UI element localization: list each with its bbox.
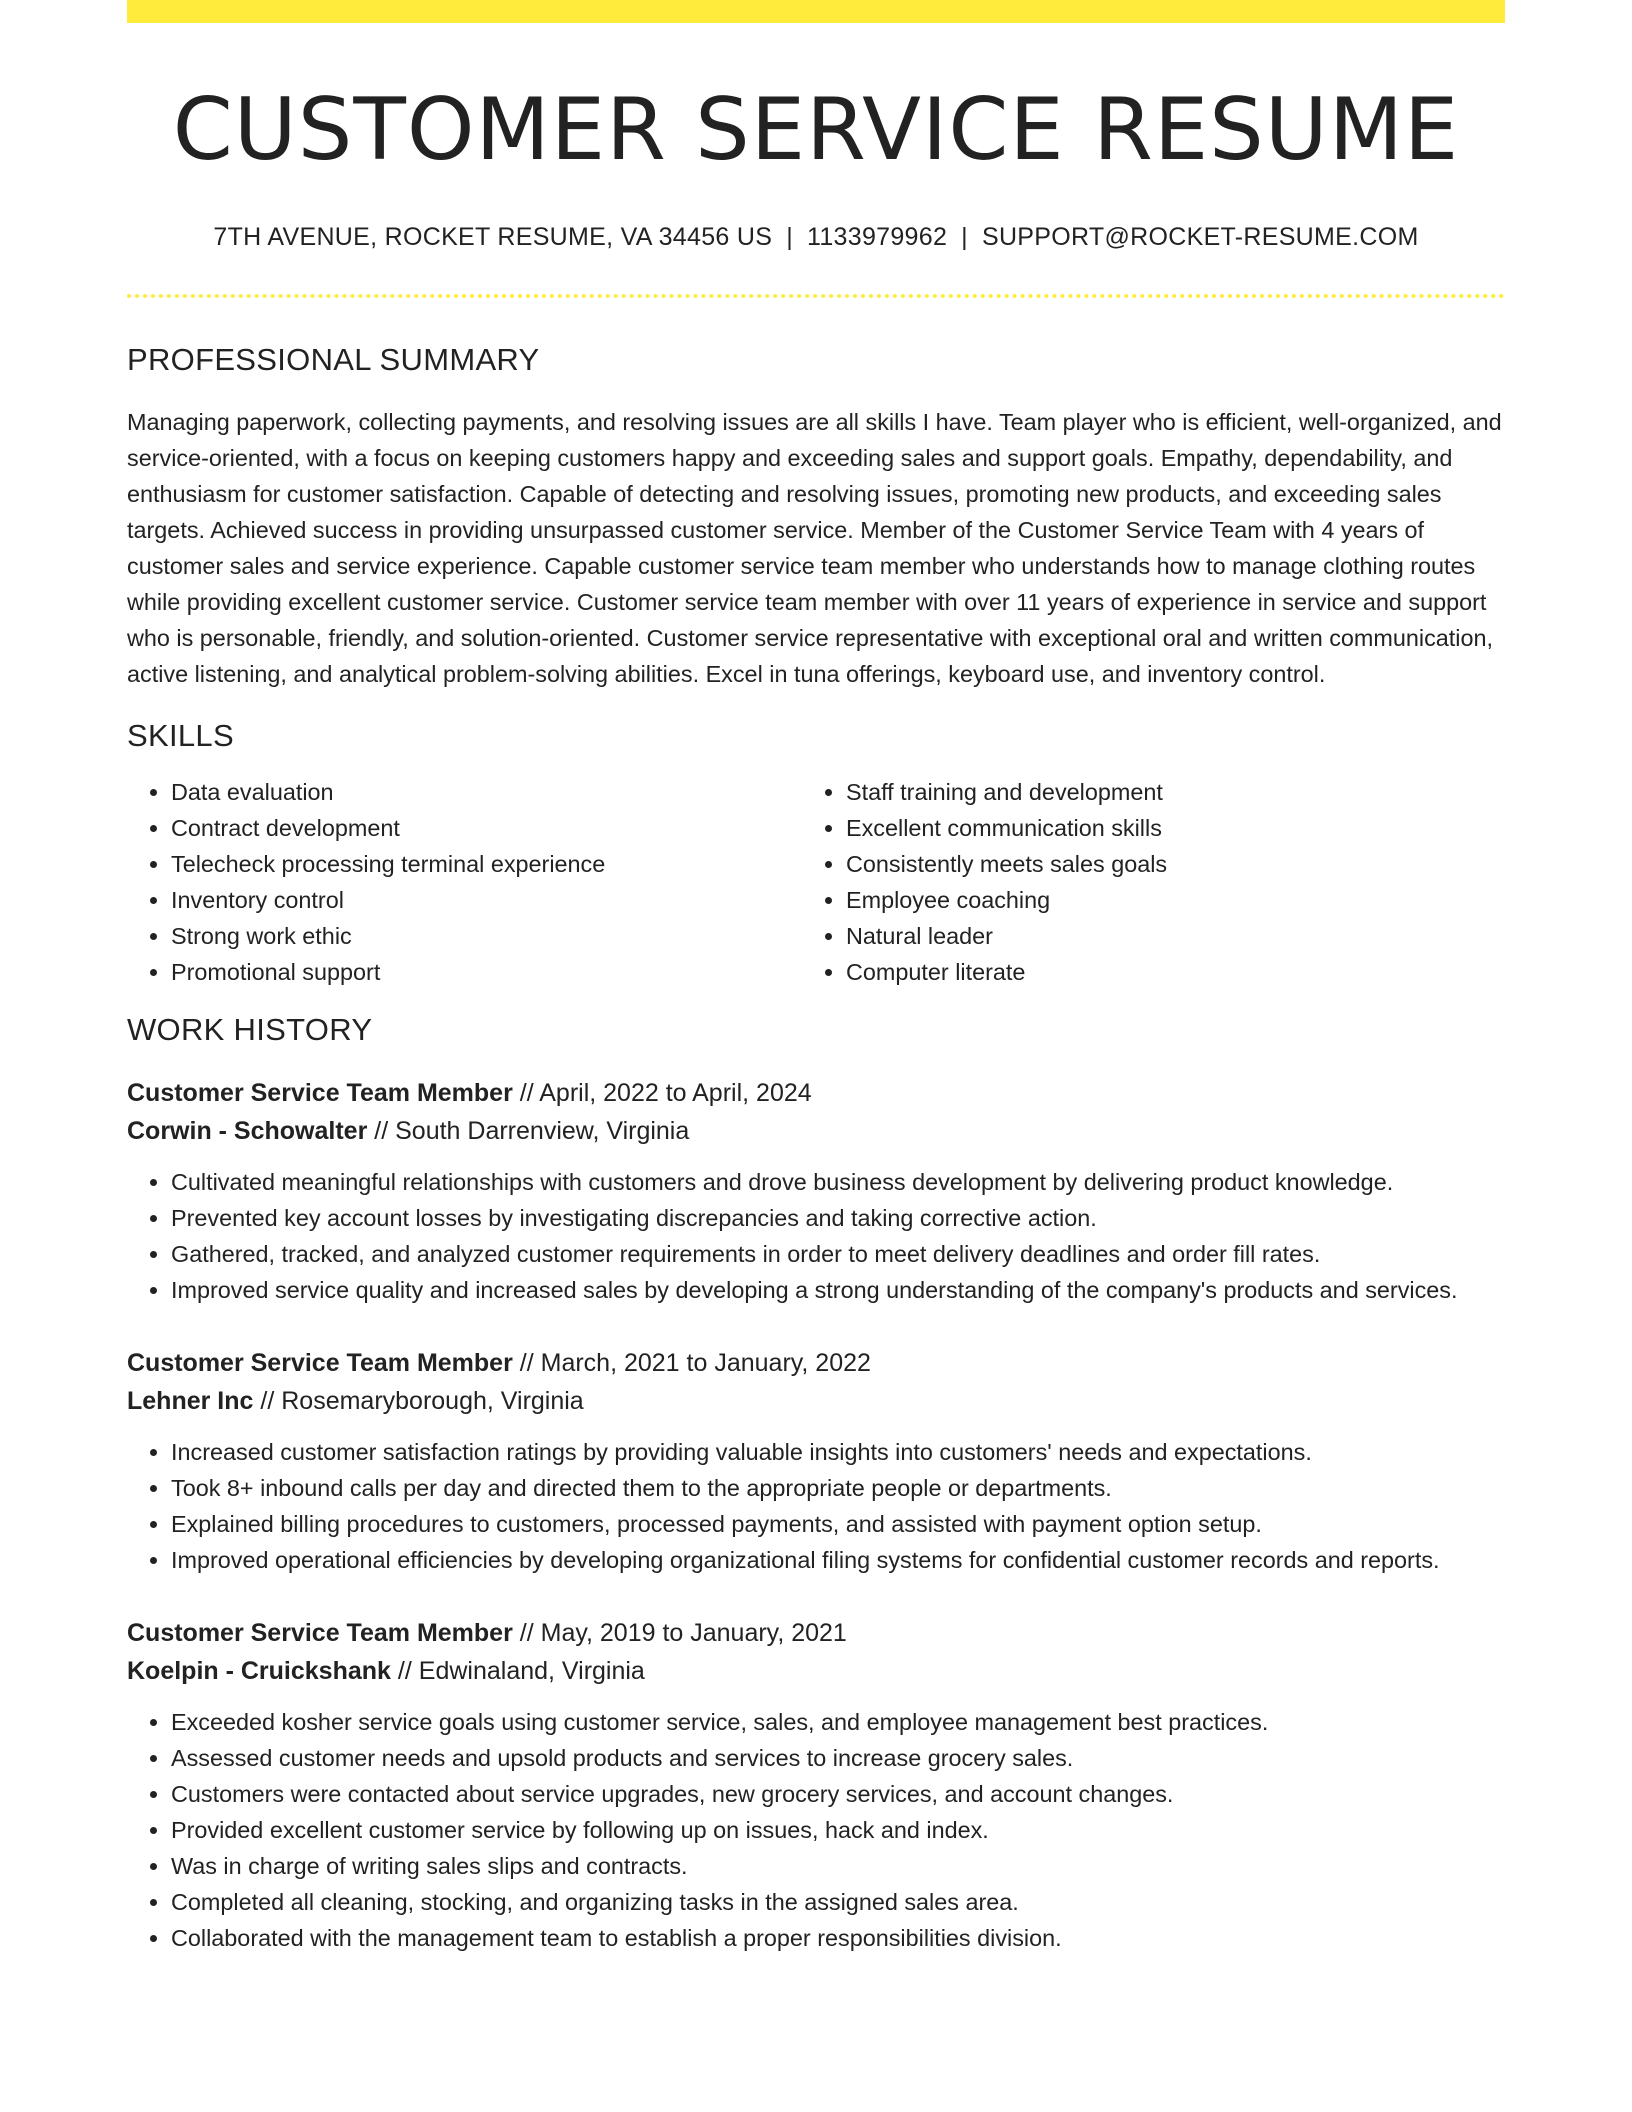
job-bullet: • Took 8+ inbound calls per day and directed them to the appropriate people or departments.: [171, 1470, 1505, 1506]
skills-list-right: [802, 774, 1477, 990]
job-bullet-list: [127, 1164, 1505, 1308]
contact-separator: |: [961, 222, 968, 251]
contact-separator: |: [786, 222, 793, 251]
job-bullet-list: [127, 1704, 1505, 1956]
summary-heading: PROFESSIONAL SUMMARY: [127, 341, 540, 377]
skills-list-left: [127, 774, 802, 990]
job-company: Lehner Inc: [127, 1386, 254, 1415]
skill-item: • Telecheck processing terminal experience: [171, 846, 802, 882]
job-bullet: • Exceeded kosher service goals using customer service, sales, and employee management best practices.: [171, 1704, 1505, 1740]
job-bullet: • Increased customer satisfaction ratings by providing valuable insights into customers' needs and expectations.: [171, 1434, 1505, 1470]
job-location: South Darrenview, Virginia: [395, 1116, 690, 1145]
skill-item: • Data evaluation: [171, 774, 802, 810]
job-bullet: • Improved service quality and increased sales by developing a strong understanding of the company's products and services.: [171, 1272, 1505, 1308]
skill-item: • Excellent communication skills: [846, 810, 1477, 846]
job-bullet: • Prevented key account losses by investigating discrepancies and taking corrective action.: [171, 1200, 1505, 1236]
job-company: Corwin - Schowalter: [127, 1116, 368, 1145]
accent-top-bar: [127, 0, 1505, 23]
job-bullet: • Customers were contacted about service upgrades, new grocery services, and account changes.: [171, 1776, 1505, 1812]
job-dates: May, 2019 to January, 2021: [540, 1618, 847, 1647]
skill-item: • Consistently meets sales goals: [846, 846, 1477, 882]
job-title: Customer Service Team Member: [127, 1348, 513, 1377]
job-entry: [127, 1344, 1505, 1578]
job-bullet: • Completed all cleaning, stocking, and organizing tasks in the assigned sales area.: [171, 1884, 1505, 1920]
job-bullet: • Assessed customer needs and upsold products and services to increase grocery sales.: [171, 1740, 1505, 1776]
job-entry: [127, 1614, 1505, 1956]
skill-item: • Inventory control: [171, 882, 802, 918]
job-title-line: [127, 1614, 1505, 1652]
contact-email: SUPPORT@ROCKET-RESUME.COM: [981, 222, 1419, 251]
skill-item: • Contract development: [171, 810, 802, 846]
job-entry: [127, 1074, 1505, 1308]
job-bullet: • Improved operational efficiencies by developing organizational filing systems for confidential customer records and reports.: [171, 1542, 1505, 1578]
skill-item: • Natural leader: [846, 918, 1477, 954]
job-bullet: • Cultivated meaningful relationships with customers and drove business development by delivering product knowledge.: [171, 1164, 1505, 1200]
job-title: Customer Service Team Member: [127, 1618, 513, 1647]
job-title: Customer Service Team Member: [127, 1078, 513, 1107]
job-bullet: • Provided excellent customer service by following up on issues, hack and index.: [171, 1812, 1505, 1848]
job-bullet: • Gathered, tracked, and analyzed customer requirements in order to meet delivery deadlines and order fill rates.: [171, 1236, 1505, 1272]
job-bullet: • Collaborated with the management team to establish a proper responsibilities division.: [171, 1920, 1505, 1956]
skill-item: • Promotional support: [171, 954, 802, 990]
job-location: Rosemaryborough, Virginia: [281, 1386, 584, 1415]
skills-grid: [127, 774, 1505, 990]
job-divider: //: [260, 1386, 275, 1415]
job-divider: //: [397, 1656, 412, 1685]
summary-text: Managing paperwork, collecting payments, and resolving issues are all skills I have. Team player who is efficient, well-organized, and service-oriented, with a focus on keeping customers happy and exceeding sales and support goals. Empathy, dependability, and enthusiasm for customer satisfaction. Capable of detecting and resolving issues, promoting new products, and exceeding sales targets. Achieved success in providing unsurpassed customer service. Member of the Customer Service Team with 4 years of customer sales and service experience. Capable customer service team member who understands how to manage clothing routes while providing excellent customer service. Customer service team member with over 11 years of experience in service and support who is personable, friendly, and solution-oriented. Customer service representative with exceptional oral and written communication, active listening, and analytical problem-solving abilities. Excel in tuna offerings, keyboard use, and inventory control.: [127, 408, 1502, 687]
job-divider: //: [519, 1348, 534, 1377]
job-company-line: [127, 1112, 1505, 1150]
work-history-heading: WORK HISTORY: [127, 1011, 373, 1047]
job-company: Koelpin - Cruickshank: [127, 1656, 391, 1685]
skill-item: • Staff training and development: [846, 774, 1477, 810]
job-divider: //: [519, 1078, 534, 1107]
job-divider: //: [519, 1618, 534, 1647]
page-title: CUSTOMER SERVICE RESUME: [172, 80, 1460, 180]
skill-item: • Computer literate: [846, 954, 1477, 990]
skill-item: • Strong work ethic: [171, 918, 802, 954]
job-company-line: [127, 1652, 1505, 1690]
contact-address: 7TH AVENUE, ROCKET RESUME, VA 34456 US: [213, 222, 773, 251]
job-company-line: [127, 1382, 1505, 1420]
job-bullet: • Was in charge of writing sales slips and contracts.: [171, 1848, 1505, 1884]
job-dates: April, 2022 to April, 2024: [539, 1078, 812, 1107]
contact-line: [127, 223, 1505, 252]
contact-phone: 1133979962: [806, 222, 948, 251]
job-bullet-list: [127, 1434, 1505, 1578]
job-bullet: • Explained billing procedures to customers, processed payments, and assisted with payment option setup.: [171, 1506, 1505, 1542]
job-title-line: [127, 1074, 1505, 1112]
dotted-divider: [127, 294, 1505, 298]
job-title-line: [127, 1344, 1505, 1382]
job-dates: March, 2021 to January, 2022: [540, 1348, 871, 1377]
job-divider: //: [374, 1116, 389, 1145]
skill-item: • Employee coaching: [846, 882, 1477, 918]
job-location: Edwinaland, Virginia: [418, 1656, 645, 1685]
skills-heading: SKILLS: [127, 717, 234, 753]
